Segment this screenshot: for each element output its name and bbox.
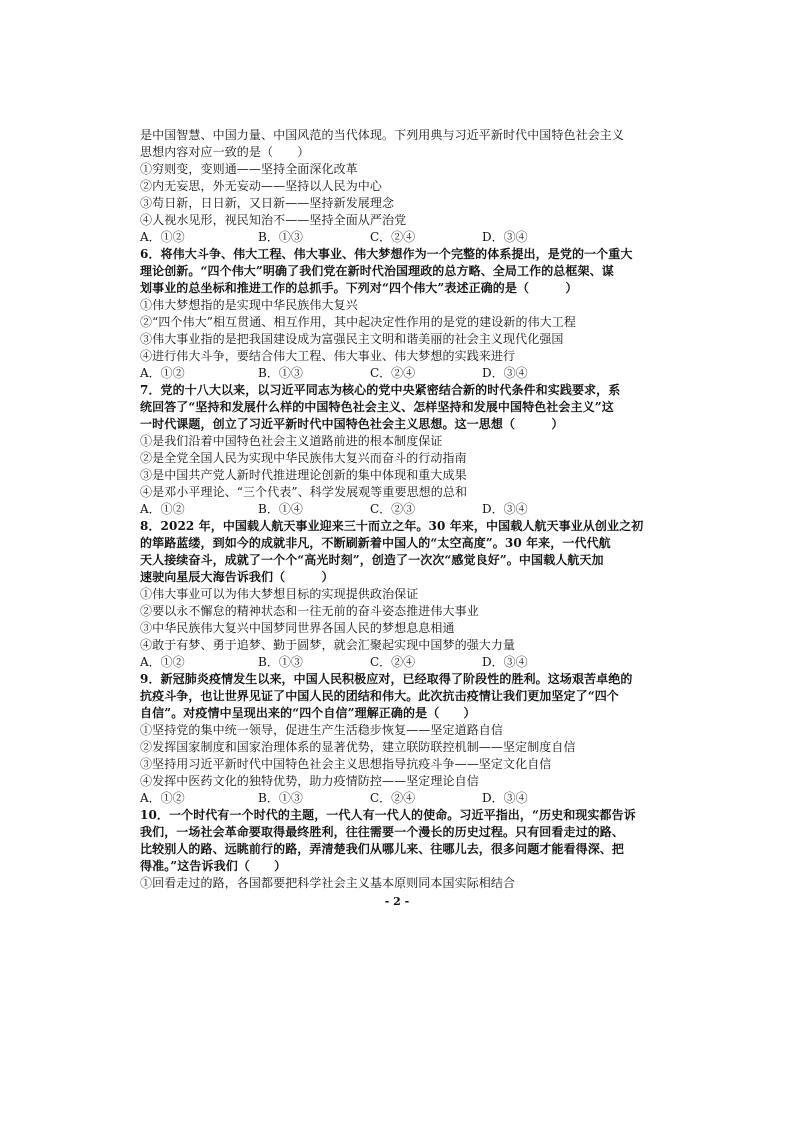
question-stem-line: 统回答了“坚持和发展什么样的中国特色社会主义、怎样坚持和发展中国特色社会主义”这 bbox=[140, 400, 614, 414]
answer-choice-a: A．①② bbox=[140, 366, 185, 380]
question-stem-line: 6．将伟大斗争、伟大工程、伟大事业、伟大梦想作为一个完整的体系提出，是党的一个重大 bbox=[140, 247, 633, 261]
answer-choices bbox=[140, 790, 682, 807]
question-stem-line: 10．一个时代有一个时代的主题，一代人有一代人的使命。习近平指出，“历史和现实都告诉 bbox=[140, 808, 636, 822]
answer-choice-a: A．①② bbox=[140, 502, 185, 516]
answer-choice-b: B．①③ bbox=[258, 366, 303, 380]
question-stem-line: 一时代课题，创立了习近平新时代中国特色社会主义思想。这一思想（ ） bbox=[140, 417, 564, 431]
question-stem-line: 天人接续奋斗，成就了一个个“高光时刻”，创造了一次次“感觉良好”。中国载人航天加 bbox=[140, 553, 604, 567]
answer-choices bbox=[140, 365, 682, 382]
question-text-line: 思想内容对应一致的是（ ） bbox=[140, 145, 310, 159]
question-stem-line: 自信”。对疫情中呈现出来的“四个自信”理解正确的是（ ） bbox=[140, 706, 476, 720]
option-line: ④人视水见形，视民知治不——坚持全面从严治党 bbox=[140, 213, 407, 227]
option-line: ②要以永不懈怠的精神状态和一往无前的奋斗姿态推进伟大事业 bbox=[140, 604, 479, 618]
answer-choice-d: D．③④ bbox=[482, 366, 528, 380]
option-line: ④进行伟大斗争，要结合伟大工程、伟大事业、伟大梦想的实践来进行 bbox=[140, 349, 516, 363]
answer-choices bbox=[140, 229, 682, 246]
answer-choice-b: B．①③ bbox=[258, 791, 303, 805]
option-line: ④是邓小平理论、“三个代表”、科学发展观等重要思想的总和 bbox=[140, 485, 468, 499]
answer-choice-a: A．①② bbox=[140, 791, 185, 805]
answer-choice-d: D．③④ bbox=[482, 230, 528, 244]
answer-choice-a: A．①② bbox=[140, 655, 185, 669]
option-line: ②是全党全国人民为实现中华民族伟大复兴而奋斗的行动指南 bbox=[140, 451, 467, 465]
option-line: ③坚持用习近平新时代中国特色社会主义思想指导抗疫斗争——坚定文化自信 bbox=[140, 757, 552, 771]
question-stem-line: 得准。”这告诉我们（ ） bbox=[140, 859, 287, 873]
question-stem-line: 速驶向星辰大海告诉我们（ ） bbox=[140, 570, 334, 584]
question-stem-line: 7．党的十八大以来，以习近平同志为核心的党中央紧密结合新的时代条件和实践要求，系 bbox=[140, 383, 621, 397]
question-stem-line: 比较别人的路、远眺前行的路，弄清楚我们从哪儿来、往哪儿去，很多问题才能看得深、把 bbox=[140, 842, 625, 856]
question-stem-line: 理论创新。“四个伟大”明确了我们党在新时代治国理政的总方略、全局工作的总框架、谋 bbox=[140, 264, 614, 278]
question-stem-line: 8．2022 年，中国载人航天事业迎来三十而立之年。30 年来，中国载人航天事业从创业之初 bbox=[140, 519, 644, 533]
option-line: ②“四个伟大”相互贯通、相互作用，其中起决定性作用的是党的建设新的伟大工程 bbox=[140, 315, 576, 329]
option-line: ①伟大梦想指的是实现中华民族伟大复兴 bbox=[140, 298, 358, 312]
question-stem-line: 抗疫斗争，也让世界见证了中国人民的团结和伟大。此次抗击疫情让我们更加坚定了“四个 bbox=[140, 689, 619, 703]
question-9 bbox=[140, 671, 682, 807]
answer-choice-c: C．②④ bbox=[370, 366, 416, 380]
answer-choice-d: D．③④ bbox=[482, 502, 528, 516]
option-line: ①是我们沿着中国特色社会主义道路前进的根本制度保证 bbox=[140, 434, 443, 448]
page-number: - 2 - bbox=[384, 895, 410, 908]
answer-choice-c: C．②④ bbox=[370, 655, 416, 669]
option-line: ①伟大事业可以为伟大梦想目标的实现提供政治保证 bbox=[140, 587, 419, 601]
answer-choice-d: D．③④ bbox=[482, 791, 528, 805]
option-line: ①坚持党的集中统一领导，促进生产生活稳步恢复——坚定道路自信 bbox=[140, 723, 504, 737]
answer-choice-c: C．②④ bbox=[370, 791, 416, 805]
option-line: ③是中国共产党人新时代推进理论创新的集中体现和重大成果 bbox=[140, 468, 467, 482]
answer-choice-a: A．①② bbox=[140, 230, 185, 244]
answer-choice-b: B．①③ bbox=[258, 655, 303, 669]
question-6 bbox=[140, 246, 682, 382]
answer-choices bbox=[140, 654, 682, 671]
question-stem-line: 划事业的总坐标和推进工作的总抓手。下列对“四个伟大”表述正确的是（ ） bbox=[140, 281, 578, 295]
option-line: ④敢于有梦、勇于追梦、勤于圆梦，就会汇聚起实现中国梦的强大力量 bbox=[140, 638, 516, 652]
question-stem-line: 9．新冠肺炎疫情发生以来，中国人民积极应对，已经取得了阶段性的胜利。这场艰苦卓绝的 bbox=[140, 672, 633, 686]
question-5-continuation bbox=[140, 127, 682, 246]
answer-choice-c: C．②③ bbox=[370, 502, 416, 516]
option-line: ①回看走过的路，各国都要把科学社会主义基本原则同本国实际相结合 bbox=[140, 876, 516, 890]
option-line: ③苟日新，日日新，又日新——坚持新发展理念 bbox=[140, 196, 395, 210]
option-line: ①穷则变，变则通——坚持全面深化改革 bbox=[140, 162, 358, 176]
option-line: ③伟大事业指的是把我国建设成为富强民主文明和谐美丽的社会主义现代化强国 bbox=[140, 332, 564, 346]
question-8 bbox=[140, 518, 682, 671]
answer-choice-c: C．②④ bbox=[370, 230, 416, 244]
question-10 bbox=[140, 807, 682, 892]
option-line: ②发挥国家制度和国家治理体系的显著优势，建立联防联控机制——坚定制度自信 bbox=[140, 740, 576, 754]
question-7 bbox=[140, 382, 682, 518]
answer-choice-d: D．③④ bbox=[482, 655, 528, 669]
answer-choice-b: B．①④ bbox=[258, 502, 303, 516]
answer-choice-b: B．①③ bbox=[258, 230, 303, 244]
question-stem-line: 我们，一场社会革命要取得最终胜利，往往需要一个漫长的历史过程。只有回看走过的路、 bbox=[140, 825, 625, 839]
option-line: ④发挥中医药文化的独特优势，助力疫情防控——坚定理论自信 bbox=[140, 774, 479, 788]
option-line: ②内无妄思，外无妄动——坚持以人民为中心 bbox=[140, 179, 383, 193]
question-text-line: 是中国智慧、中国力量、中国风范的当代体现。下列用典与习近平新时代中国特色社会主义 bbox=[140, 128, 625, 142]
answer-choices bbox=[140, 501, 682, 518]
option-line: ③中华民族伟大复兴中国梦同世界各国人民的梦想息息相通 bbox=[140, 621, 455, 635]
question-stem-line: 的筚路蓝缕，到如今的成就非凡，不断刷新着中国人的“太空高度”。30 年来，一代代航 bbox=[140, 536, 611, 550]
